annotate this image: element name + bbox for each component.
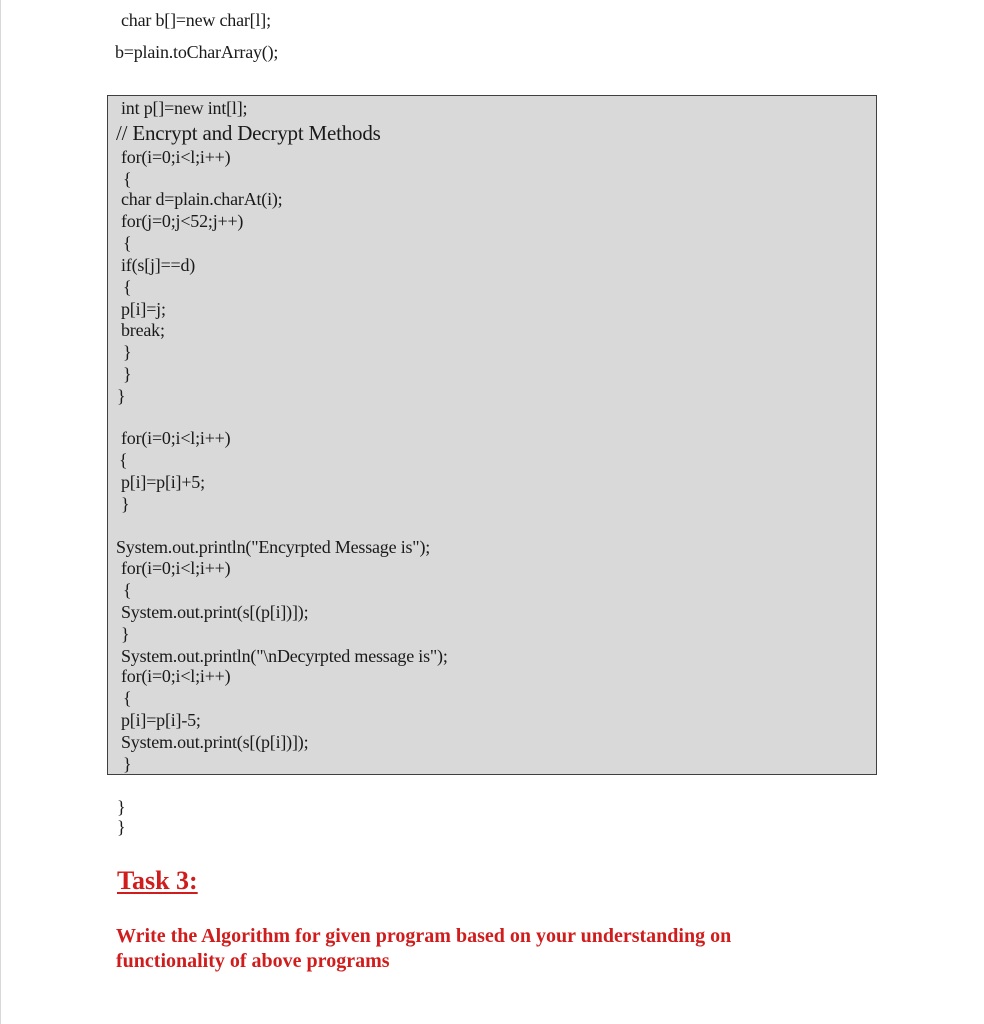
code-line: System.out.print(s[(p[i])]); <box>121 602 309 622</box>
code-line: for(j=0;j<52;j++) <box>121 211 244 231</box>
code-line: if(s[j]==d) <box>121 255 196 275</box>
code-line: int p[]=new int[l]; <box>121 98 248 118</box>
code-line: { <box>123 580 132 600</box>
code-line-char-array: char b[]=new char[l]; <box>121 10 271 30</box>
code-line: } <box>121 624 130 644</box>
task-heading: Task 3: <box>117 866 198 895</box>
code-line: p[i]=p[i]+5; <box>121 472 205 492</box>
code-line: for(i=0;i<l;i++) <box>121 666 231 686</box>
code-line: { <box>119 450 128 470</box>
code-line: for(i=0;i<l;i++) <box>121 147 231 167</box>
code-line: break; <box>121 320 165 340</box>
code-line: System.out.println("Encyrpted Message is"); <box>116 537 431 557</box>
code-line: p[i]=p[i]-5; <box>121 710 201 730</box>
code-line: } <box>123 754 132 774</box>
code-line: char d=plain.charAt(i); <box>121 189 283 209</box>
closing-brace: } <box>117 817 126 837</box>
code-line: { <box>123 233 132 253</box>
code-comment: // Encrypt and Decrypt Methods <box>116 121 381 145</box>
code-line: { <box>123 277 132 297</box>
code-line: } <box>123 342 132 362</box>
code-line: { <box>123 688 132 708</box>
code-line: } <box>117 386 126 406</box>
code-line: { <box>123 169 132 189</box>
code-line: p[i]=j; <box>121 299 166 319</box>
code-line: } <box>123 364 132 384</box>
task-description: Write the Algorithm for given program based on your understanding on functionality of above programs <box>116 925 732 972</box>
code-line: for(i=0;i<l;i++) <box>121 428 231 448</box>
code-line: } <box>121 494 130 514</box>
code-line: for(i=0;i<l;i++) <box>121 558 231 578</box>
code-line: System.out.println("\nDecyrpted message is"); <box>121 646 448 666</box>
code-line: System.out.print(s[(p[i])]); <box>121 732 309 752</box>
closing-brace: } <box>117 797 126 817</box>
page-edge <box>0 0 1 1024</box>
code-line-to-char-array: b=plain.toCharArray(); <box>115 42 279 62</box>
